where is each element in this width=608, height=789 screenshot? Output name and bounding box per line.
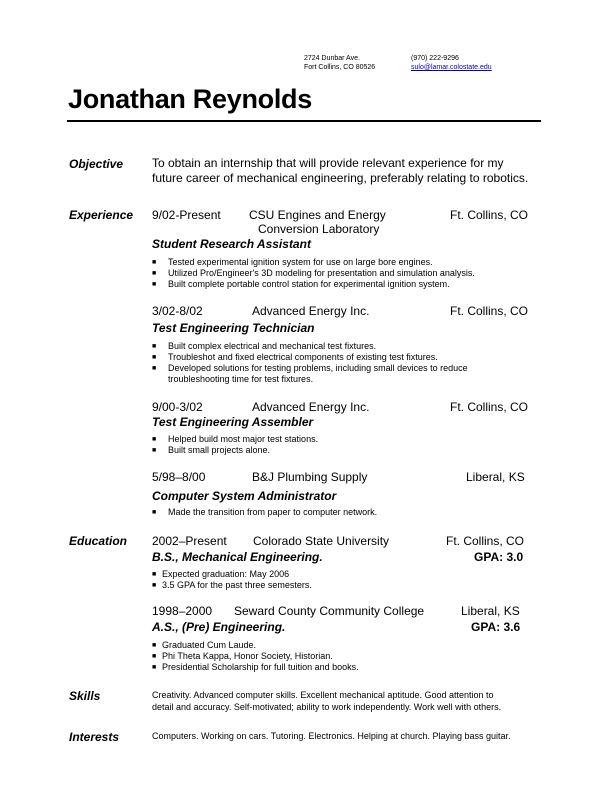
contact-email-link[interactable]: sulo@lamar.colostate.edu: [411, 64, 492, 71]
school-dates: 1998–2000: [152, 604, 213, 618]
job-location: Liberal, KS: [466, 470, 525, 484]
skills-label: Skills: [69, 689, 101, 703]
job-location: Ft. Collins, CO: [450, 400, 529, 414]
bullet-icon: ■: [152, 343, 157, 350]
bullet-icon: ■: [152, 259, 157, 266]
job-dates: 5/98–8/00: [152, 470, 206, 484]
list-item: ■ Made the transition from paper to computer network.: [152, 507, 378, 517]
objective-label: Objective: [69, 157, 124, 171]
job-dates: 3/02-8/02: [152, 304, 203, 318]
job-dates: 9/02-Present: [152, 208, 221, 222]
bullet-icon: ■: [152, 642, 157, 649]
bullet-icon: ■: [152, 270, 157, 277]
bullet-icon: ■: [152, 653, 157, 660]
school-dates: 2002–Present: [152, 534, 227, 548]
job-location: Ft. Collins, CO: [450, 208, 529, 222]
job-title: Computer System Administrator: [152, 489, 337, 503]
education-label: Education: [69, 534, 128, 548]
bullet-icon: ■: [152, 571, 157, 578]
list-item: ■ Graduated Cum Laude.: [152, 640, 257, 650]
school-gpa: GPA: 3.6: [471, 620, 521, 634]
list-item: ■ Built complex electrical and mechanical test fixtures.: [152, 341, 377, 351]
job-location: Ft. Collins, CO: [450, 304, 529, 318]
header-divider: [67, 120, 541, 122]
bullet-icon: ■: [152, 509, 157, 516]
list-item: ■ Troubleshot and fixed electrical components of existing test fixtures.: [152, 352, 438, 362]
bullet-icon: ■: [152, 281, 157, 288]
list-item: ■ Helped build most major test stations.: [152, 434, 319, 444]
skills-line-1: Creativity. Advanced computer skills. Excellent mechanical aptitude. Good attention to: [152, 690, 494, 700]
bullet-icon: ■: [152, 354, 157, 361]
contact-phone: (970) 222-9296: [411, 55, 459, 62]
school-bullet-list: [152, 640, 532, 673]
bullet-icon: ■: [152, 582, 157, 589]
school-location: Liberal, KS: [461, 604, 520, 618]
bullet-icon: ■: [152, 664, 157, 671]
job-title: Student Research Assistant: [152, 237, 311, 251]
list-item: ■ Utilized Pro/Engineer's 3D modeling for presentation and simulation analysis.: [152, 268, 475, 278]
job-title: Test Engineering Assembler: [152, 415, 314, 429]
list-item: ■ Presidential Scholarship for full tuition and books.: [152, 662, 359, 672]
list-item: ■ Tested experimental ignition system for use on large bore engines.: [152, 257, 433, 267]
list-item: ■ 3.5 GPA for the past three semesters.: [152, 580, 312, 590]
resume-name: Jonathan Reynolds: [68, 84, 312, 114]
objective-line-2: future career of mechanical engineering, preferably relating to robotics.: [152, 171, 529, 185]
job-company: Advanced Energy Inc.: [252, 400, 370, 414]
list-item: ■ Phi Theta Kappa, Honor Society, Historian.: [152, 651, 333, 661]
school-location: Ft. Collins, CO: [446, 534, 525, 548]
list-item: ■ Expected graduation: May 2006: [152, 569, 290, 579]
school-degree: B.S., Mechanical Engineering.: [152, 550, 323, 564]
bullet-icon: ■: [152, 436, 157, 443]
job-bullet-list: [152, 341, 532, 385]
job-bullet-list: [152, 257, 532, 290]
skills-line-2: detail and accuracy. Self-motivated; ability to work independently. Work well with others.: [152, 702, 502, 712]
bullet-icon: ■: [152, 365, 157, 372]
objective-line-1: To obtain an internship that will provide relevant experience for my: [152, 156, 504, 170]
job-dates: 9/00-3/02: [152, 400, 203, 414]
job-company: CSU Engines and Energy: [249, 208, 386, 222]
school-name: Colorado State University: [253, 534, 390, 548]
bullet-icon: ■: [152, 447, 157, 454]
contact-street: 2724 Dunbar Ave.: [304, 55, 360, 62]
school-gpa: GPA: 3.0: [474, 550, 524, 564]
list-item: ■ Built complete portable control station for experimental ignition system.: [152, 279, 450, 289]
job-title: Test Engineering Technician: [152, 321, 315, 335]
job-company: B&J Plumbing Supply: [252, 470, 368, 484]
school-name: Seward County Community College: [234, 604, 425, 618]
experience-label: Experience: [69, 208, 134, 222]
list-item: ■ Built small projects alone.: [152, 445, 271, 455]
job-bullet-list: [152, 507, 532, 518]
contact-city: Fort Collins, CO 80526: [304, 64, 376, 71]
school-degree: A.S., (Pre) Engineering.: [152, 620, 286, 634]
list-item-continuation: troubleshooting time for test fixtures.: [168, 374, 314, 384]
job-company: Advanced Energy Inc.: [252, 304, 370, 318]
interests-label: Interests: [69, 730, 120, 744]
job-company-line-2: Conversion Laboratory: [258, 222, 380, 236]
school-bullet-list: [152, 569, 532, 591]
list-item: ■ Developed solutions for testing problems, including small devices to reduce: [152, 363, 468, 373]
interests-text: Computers. Working on cars. Tutoring. Electronics. Helping at church. Playing bass guitar.: [152, 731, 511, 741]
job-bullet-list: [152, 434, 532, 456]
